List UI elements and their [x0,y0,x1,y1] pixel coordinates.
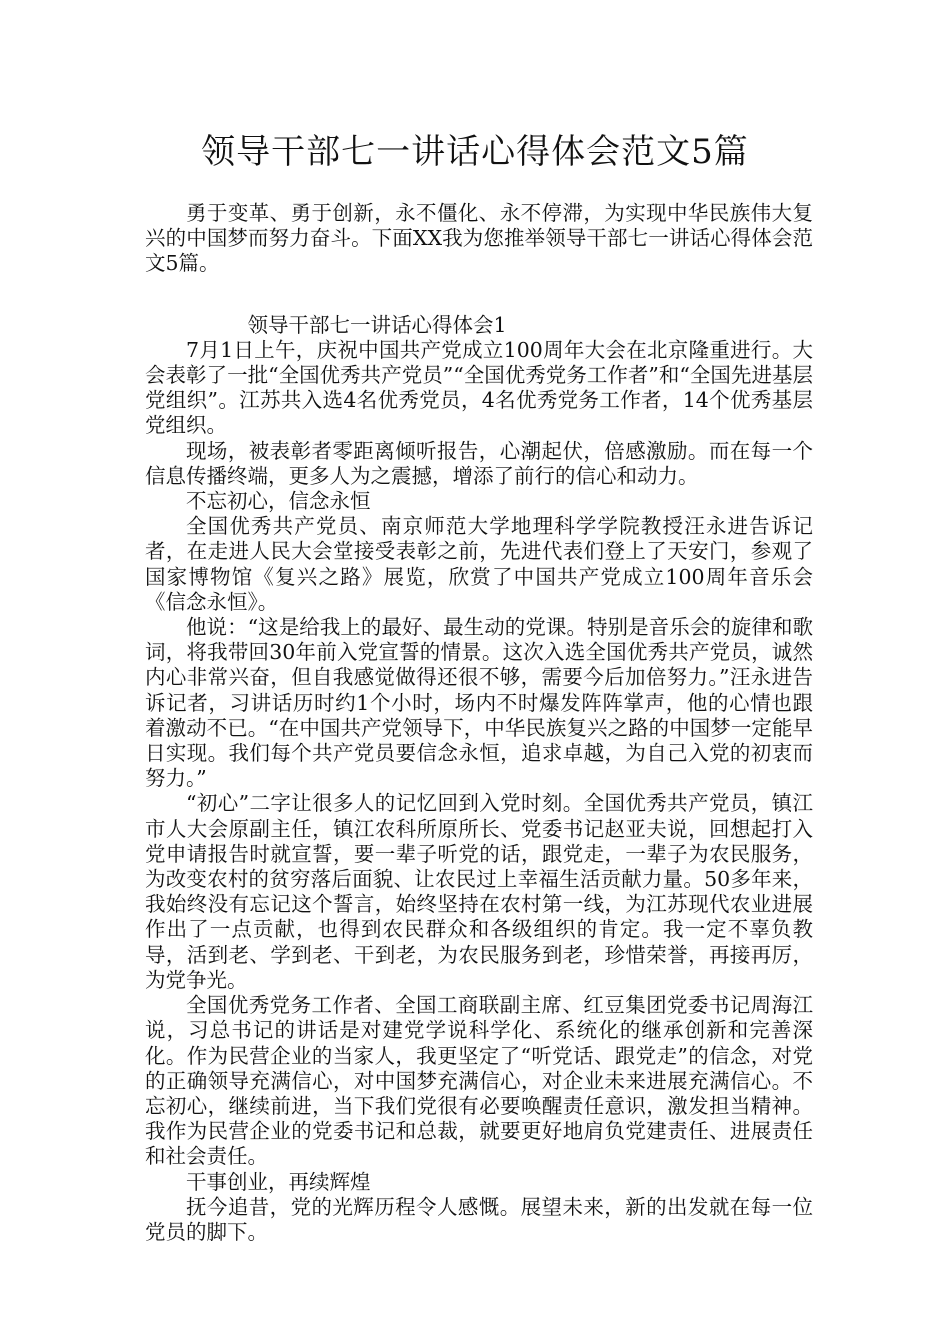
subheading: 干事创业，再续辉煌 [186,1169,371,1194]
intro-paragraph: 勇于变革、勇于创新，永不僵化、永不停滞，为实现中华民族伟大复兴的中国梦而努力奋斗。下面XX我为您推举领导干部七一讲话心得体会范文5篇。 [145,201,813,276]
section-title: 领导干部七一讲话心得体会1 [247,312,507,337]
paragraph: 抚今追昔，党的光辉历程令人感慨。展望未来，新的出发就在每一位党员的脚下。 [145,1194,813,1244]
paragraph: 7月1日上午，庆祝中国共产党成立100周年大会在北京隆重进行。大会表彰了一批“全国优秀共产党员”“全国优秀党务工作者”和“全国先进基层党组织”。江苏共入选4名优秀党员，4名优秀党务工作者，14个优秀基层党组织。 [145,337,813,438]
paragraph: “初心”二字让很多人的记忆回到入党时刻。全国优秀共产党员，镇江市人大会原副主任，镇江农科所原所长、党委书记赵亚夫说，回想起打入党申请报告时就宣誓，要一辈子听党的话，跟党走，一辈子为农民服务，为改变农村的贫穷落后面貌、让农民过上幸福生活贡献力量。50多年来，我始终没有忘记这个誓言，始终坚持在农村第一线，为江苏现代农业进展作出了一点贡献，也得到农民群众和各级组织的肯定。我一定不辜负教导，活到老、学到老、干到老，为农民服务到老，珍惜荣誉，再接再厉，为党争光。 [145,791,813,992]
subheading: 不忘初心，信念永恒 [186,489,371,514]
document-body [145,201,813,1245]
document-title: 领导干部七一讲话心得体会范文5篇 [201,132,749,172]
spacer [145,277,813,313]
paragraph: 他说：“这是给我上的最好、最生动的党课。特别是音乐会的旋律和歌词，将我带回30年前入党宣誓的情景。这次入选全国优秀共产党员，诚然内心非常兴奋，但自我感觉做得还很不够，需要今后加倍努力。”汪永进告诉记者，习讲话历时约1个小时，场内不时爆发阵阵掌声，他的心情也跟着激动不已。“在中国共产党领导下，中华民族复兴之路的中国梦一定能早日实现。我们每个共产党员要信念永恒，追求卓越，为自己入党的初衷而努力。” [145,615,813,791]
paragraph: 全国优秀共产党员、南京师范大学地理科学学院教授汪永进告诉记者，在走进人民大会堂接受表彰之前，先进代表们登上了天安门，参观了国家博物馆《复兴之路》展览，欣赏了中国共产党成立100周年音乐会《信念永恒》。 [145,514,813,614]
paragraph: 现场，被表彰者零距离倾听报告，心潮起伏，倍感激励。而在每一个信息传播终端，更多人为之震撼，增添了前行的信心和动力。 [145,438,813,488]
paragraph: 全国优秀党务工作者、全国工商联副主席、红豆集团党委书记周海江说，习总书记的讲话是对建党学说科学化、系统化的继承创新和完善深化。作为民营企业的当家人，我更坚定了“听党话、跟党走”的信念，对党的正确领导充满信心，对中国梦充满信心，对企业未来进展充满信心。不忘初心，继续前进，当下我们党很有必要唤醒责任意识，激发担当精神。我作为民营企业的党委书记和总裁，就要更好地肩负党建责任、进展责任和社会责任。 [145,993,813,1169]
